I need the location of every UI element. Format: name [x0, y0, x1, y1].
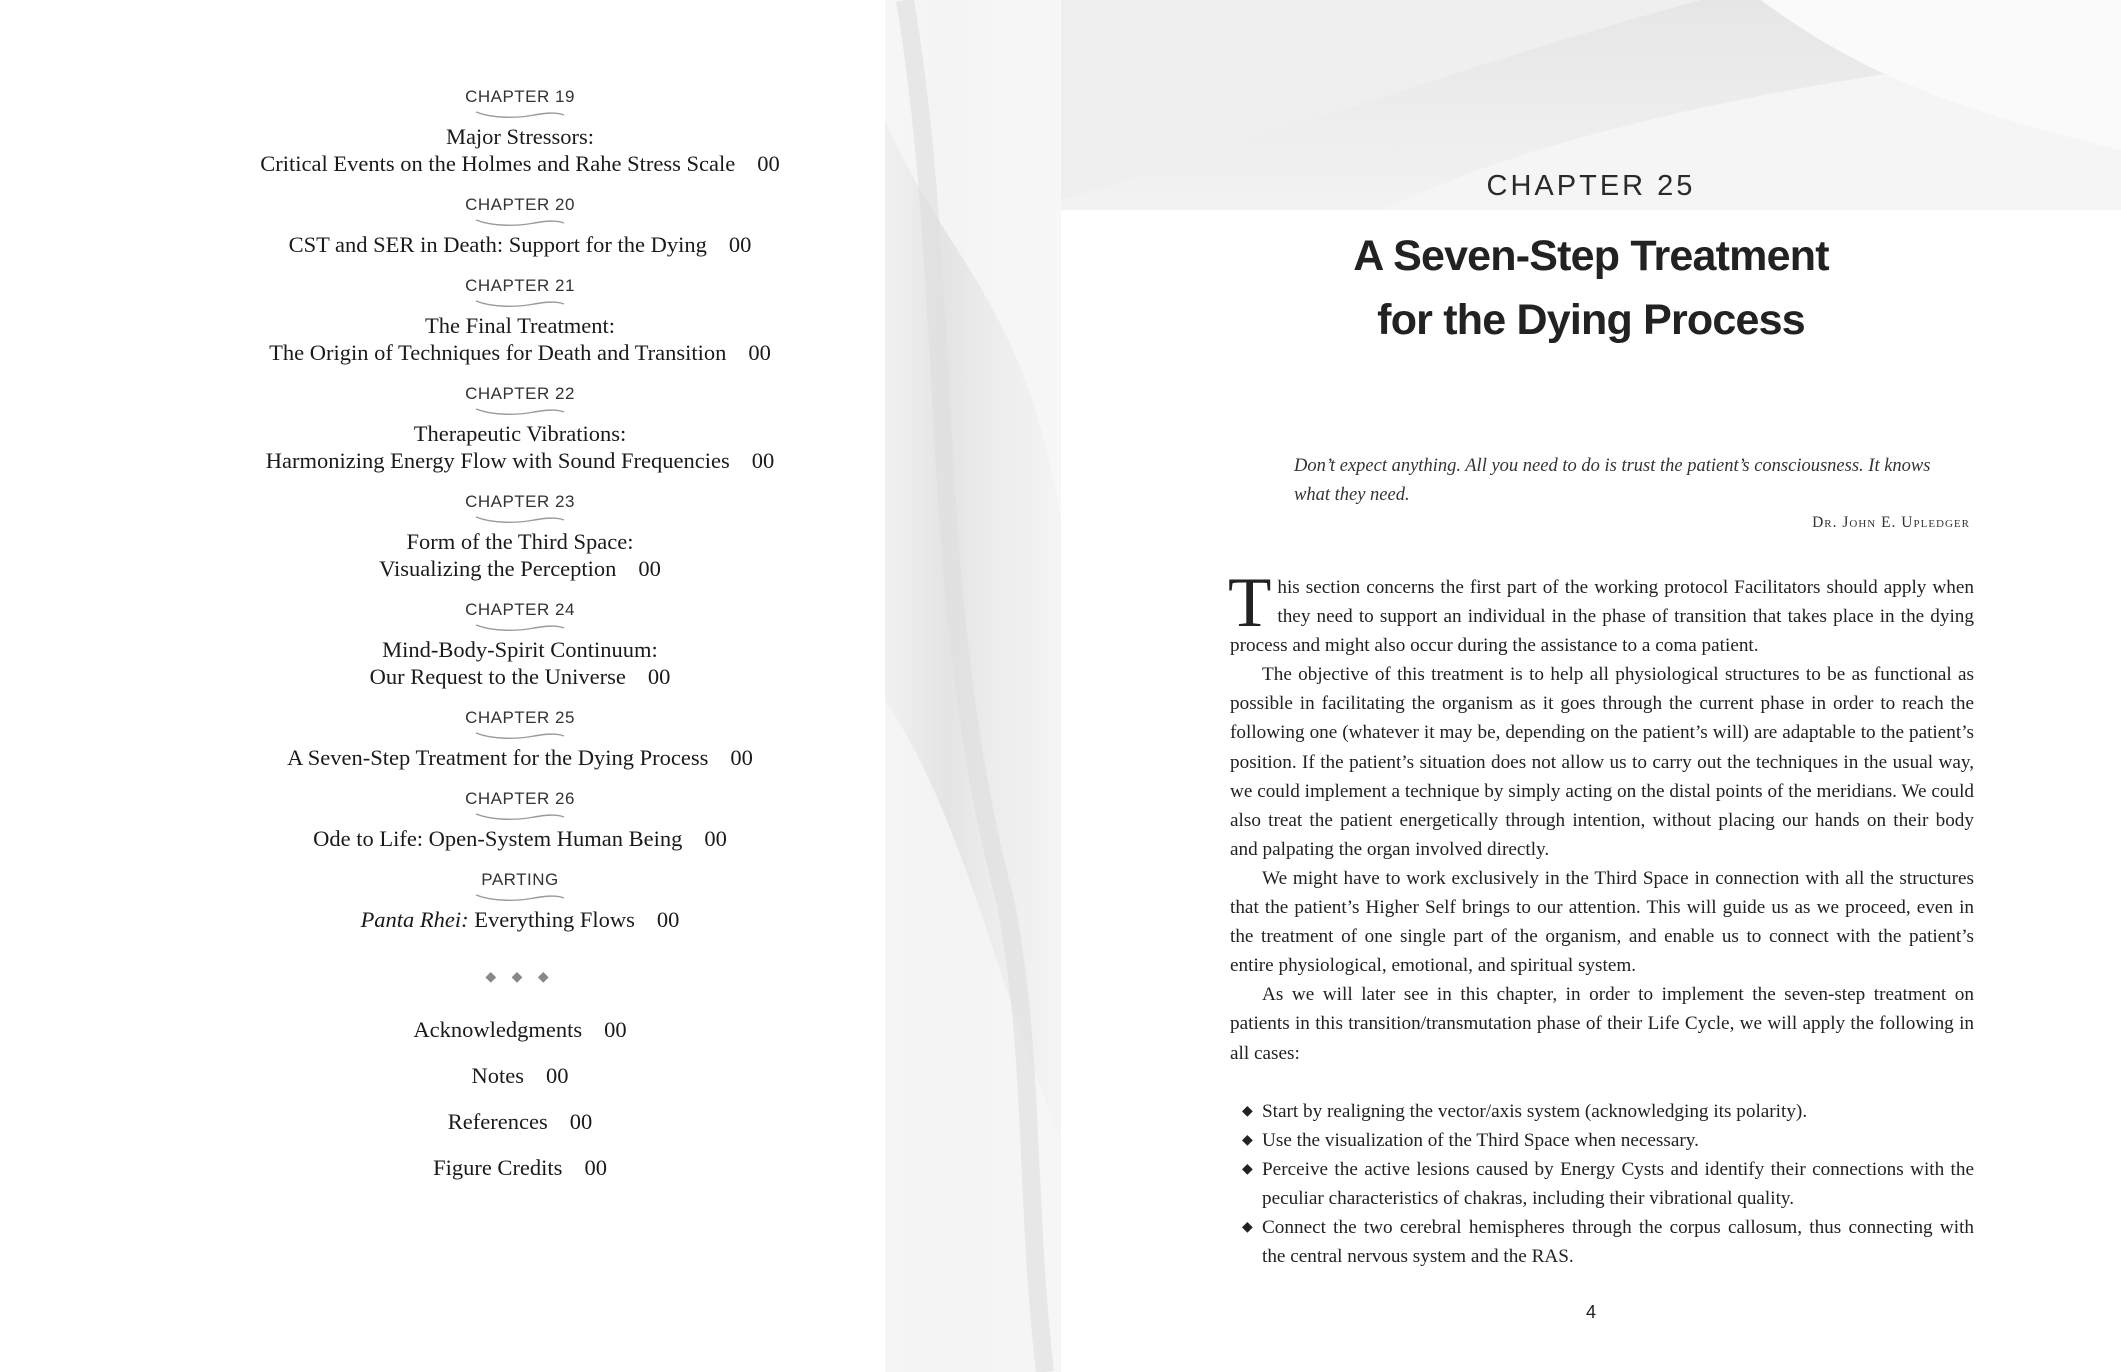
bullet-item — [1230, 1155, 1974, 1213]
toc-title-line — [313, 825, 727, 852]
toc-title-text: Ode to Life: Open-System Human Being — [313, 826, 683, 851]
drop-cap: T — [1228, 564, 1272, 642]
bullet-text: Start by realigning the vector/axis system (acknowledging its polarity). — [1262, 1100, 1808, 1122]
toc-page-number: 00 — [638, 556, 661, 581]
chapter-body — [1228, 564, 1974, 1271]
chapter-title — [1061, 224, 2121, 352]
toc-entry[interactable] — [170, 86, 870, 177]
toc-title-line — [269, 339, 771, 366]
swash-underline-icon — [474, 811, 566, 821]
toc-title-text: Our Request to the Universe — [369, 664, 626, 689]
toc-title-text: CST and SER in Death: Support for the Dying — [288, 232, 707, 257]
bullet-text: Connect the two cerebral hemispheres through the corpus callosum, thus connecting with the central nervous system and the RAS. — [1262, 1216, 1974, 1268]
backmatter-title: Notes — [471, 1063, 524, 1088]
toc-title-line — [287, 744, 753, 771]
backmatter-entry[interactable] — [433, 1154, 607, 1200]
backmatter-title: Acknowledgments — [413, 1017, 583, 1042]
toc-title-line — [370, 636, 671, 663]
backmatter-title: References — [447, 1109, 548, 1134]
toc-chapter-label: CHAPTER 25 — [465, 708, 575, 727]
swash-underline-icon — [474, 109, 566, 119]
bullet-item — [1230, 1126, 1974, 1155]
backmatter-entry[interactable] — [413, 1016, 626, 1062]
toc-title-text: Visualizing the Perception — [379, 556, 617, 581]
chapter-title-line-1: A Seven-Step Treatment — [1353, 232, 1829, 280]
toc-title-line — [379, 528, 661, 555]
toc-title-line — [289, 231, 752, 258]
toc-title-text: Critical Events on the Holmes and Rahe Stress Scale — [260, 151, 736, 176]
chapter-number-label: CHAPTER 25 — [1486, 170, 1696, 202]
toc-page-number: 00 — [704, 826, 727, 851]
epigraph-quote: Don’t expect anything. All you need to do is trust the patient’s consciousness. It knows what they need. — [1294, 456, 1931, 505]
toc-chapter-label: CHAPTER 21 — [465, 276, 575, 295]
toc-title-line — [269, 312, 771, 339]
backmatter-page-number: 00 — [546, 1063, 569, 1088]
gutter-swirl-decoration — [885, 0, 1061, 1372]
toc-page-number: 00 — [656, 907, 680, 932]
swash-underline-icon — [474, 514, 566, 524]
paragraph-1 — [1228, 564, 1974, 660]
toc-chapter-label: CHAPTER 20 — [465, 195, 575, 214]
bullet-item — [1230, 1213, 1974, 1271]
swash-underline-icon — [474, 892, 566, 902]
toc-title-text: Mind-Body-Spirit Continuum: — [382, 637, 658, 662]
toc-entry[interactable] — [170, 491, 870, 582]
toc-title — [269, 312, 771, 366]
toc-entry[interactable] — [170, 383, 870, 474]
table-of-contents — [170, 86, 870, 1200]
bullet-item — [1230, 1097, 1974, 1126]
backmatter-entry[interactable] — [448, 1108, 592, 1154]
paragraph-4: As we will later see in this chapter, in order to implement the seven-step treatment on patients in this transition/transmutation phase of their Life Cycle, we will apply the following in all cases: — [1230, 984, 1974, 1064]
toc-title-line — [266, 420, 774, 447]
toc-chapter-label: CHAPTER 19 — [465, 87, 575, 106]
right-page — [1061, 0, 2121, 1372]
toc-title — [361, 906, 680, 933]
toc-entry[interactable] — [170, 788, 870, 852]
backmatter-entry[interactable] — [472, 1062, 569, 1108]
bullet-text: Perceive the active lesions caused by Energy Cysts and identify their connections with the peculiar characteristics of chakras, including their vibrational quality. — [1262, 1158, 1974, 1209]
toc-page-number: 00 — [647, 664, 671, 689]
paragraph-2: The objective of this treatment is to help all physiological structures to be as functional as possible in facilitating the organism as it goes through the current phase in order to reach the following one (whatever it may be, depending on the patient’s will) are adaptable to the patient’s position. If the patient’s situation does not allow us to carry out the techniques in the usual way, we could implement a technique by simply acting on the distal points of the meridians. We could also treat the patient energetically through intention, without placing our hands on their body and palpating the organ involved directly. — [1230, 664, 1974, 860]
toc-title-text: A Seven-Step Treatment for the Dying Process — [287, 745, 709, 770]
toc-chapter-label: CHAPTER 22 — [465, 384, 575, 403]
toc-title — [379, 528, 661, 582]
paragraph-1-text: his section concerns the first part of the working protocol Facilitators should apply when they need to support an individual in the phase of transition that takes place in the dying process and might also occur during the assistance to a coma patient. — [1230, 577, 1974, 657]
toc-title-italic: Panta Rhei: — [360, 907, 469, 932]
toc-entry[interactable] — [170, 869, 870, 933]
toc-entry[interactable] — [170, 275, 870, 366]
swash-underline-icon — [474, 730, 566, 740]
toc-chapter-label: CHAPTER 24 — [465, 600, 575, 619]
toc-entry[interactable] — [170, 194, 870, 258]
toc-chapter-label: PARTING — [481, 870, 559, 889]
backmatter-page-number: 00 — [604, 1017, 627, 1042]
diamond-bullet-icon: ◆ — [1242, 1219, 1253, 1235]
toc-title-line — [260, 150, 779, 177]
toc-title-text: Harmonizing Energy Flow with Sound Frequencies — [265, 448, 730, 473]
backmatter-page-number: 00 — [584, 1155, 607, 1180]
paragraph-3: We might have to work exclusively in the Third Space in connection with all the structures that the patient’s Higher Self brings to our attention. This will guide us as we proceed, even in the treatment of one single part of the organism, and enable us to connect with the patient’s entire physiological, emotional, and spiritual system. — [1230, 867, 1974, 977]
diamond-bullet-icon: ◆ — [1242, 1132, 1253, 1148]
page-number: 4 — [1585, 1302, 1596, 1322]
bullet-text: Use the visualization of the Third Space when necessary. — [1262, 1129, 1699, 1151]
left-page — [0, 0, 885, 1372]
toc-page-number: 00 — [757, 151, 780, 176]
toc-chapter-label: CHAPTER 26 — [465, 789, 575, 808]
diamond-bullet-icon: ◆ — [1242, 1103, 1253, 1119]
toc-entry[interactable] — [170, 599, 870, 690]
toc-entry[interactable] — [170, 707, 870, 771]
toc-title — [287, 744, 753, 771]
diamond-bullet-icon: ◆ — [1242, 1161, 1253, 1177]
toc-page-number: 00 — [751, 448, 775, 473]
backmatter-title: Figure Credits — [433, 1155, 563, 1180]
toc-title-line — [260, 123, 779, 150]
toc-title — [260, 123, 779, 177]
toc-title-text: The Origin of Techniques for Death and Transition — [269, 340, 727, 365]
toc-title-text: Therapeutic Vibrations: — [413, 421, 627, 446]
backmatter-list — [413, 1016, 626, 1200]
toc-title — [266, 420, 774, 474]
page-gutter-background — [885, 0, 1061, 1372]
toc-title-text: Form of the Third Space: — [406, 529, 634, 554]
toc-page-number: 00 — [730, 745, 753, 770]
epigraph-attribution: Dr. John E. Upledger — [1812, 514, 1970, 531]
chapter-title-line-2: for the Dying Process — [1377, 296, 1805, 344]
treatment-bullet-list — [1230, 1097, 1974, 1272]
swash-underline-icon — [474, 406, 566, 416]
toc-title-line — [361, 906, 680, 933]
toc-title-line — [266, 447, 774, 474]
swash-underline-icon — [474, 298, 566, 308]
ornament-divider-icon: ◆ ◆ ◆ — [485, 970, 555, 985]
toc-chapter-label: CHAPTER 23 — [465, 492, 575, 511]
toc-title — [370, 636, 671, 690]
swash-underline-icon — [474, 622, 566, 632]
toc-title — [313, 825, 727, 852]
toc-page-number: 00 — [728, 232, 752, 257]
toc-title-line — [379, 555, 661, 582]
toc-title-text: The Final Treatment: — [425, 313, 615, 338]
swash-underline-icon — [474, 217, 566, 227]
toc-title — [289, 231, 752, 258]
backmatter-page-number: 00 — [569, 1109, 593, 1134]
toc-title-text: Everything Flows — [468, 907, 635, 932]
toc-title-text: Major Stressors: — [445, 124, 595, 149]
toc-title-line — [370, 663, 671, 690]
toc-page-number: 00 — [748, 340, 771, 365]
